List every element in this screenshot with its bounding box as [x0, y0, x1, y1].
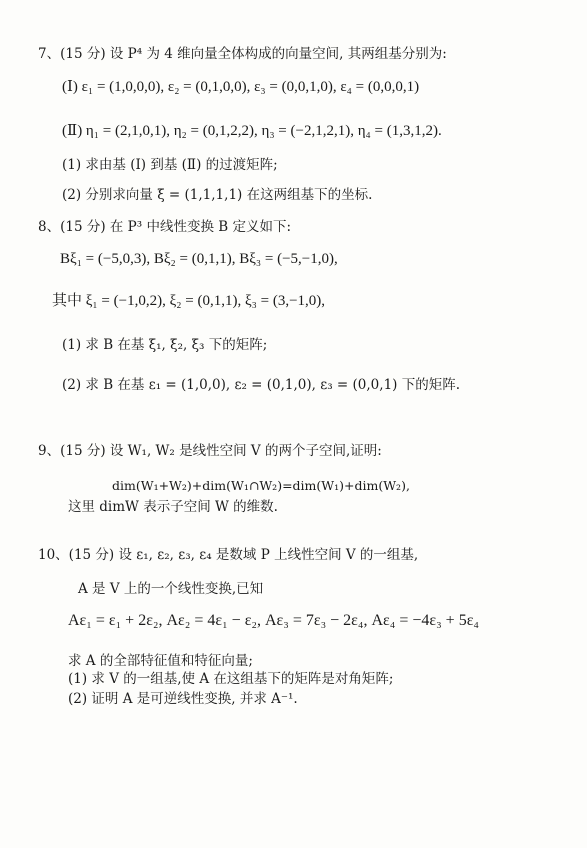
q8-part-2: (2) 求 B 在基 ε₁ = (1,0,0), ε₂ = (0,1,0), ε₃ = (0,0,1) 下的矩阵. [62, 377, 461, 393]
q9-header: 9、(15 分) 设 W₁, W₂ 是线性空间 V 的两个子空间,证明: [38, 443, 382, 459]
q7-part-1: (1) 求由基 (Ⅰ) 到基 (Ⅱ) 的过渡矩阵; [62, 157, 278, 173]
q7-part-2: (2) 分别求向量 ξ = (1,1,1,1) 在这两组基下的坐标. [62, 187, 373, 203]
q10-part-2: (2) 证明 A 是可逆线性变换, 并求 A⁻¹. [68, 691, 298, 707]
q8-part-1: (1) 求 B 在基 ξ₁, ξ₂, ξ₃ 下的矩阵; [62, 337, 268, 353]
q9-note: 这里 dimW 表示子空间 W 的维数. [68, 499, 278, 515]
q10-line-2: A 是 V 上的一个线性变换,已知 [78, 581, 264, 597]
q7-basis-2: (Ⅱ) η₁ = (2,1,0,1), η₂ = (0,1,2,2), η₃ = (−2,1,2,1), η₄ = (1,3,1,2). [62, 123, 442, 139]
q10-part-1: (1) 求 V 的一组基,使 A 在这组基下的矩阵是对角矩阵; [68, 671, 394, 687]
q10-header: 10、(15 分) 设 ε₁, ε₂, ε₃, ε₄ 是数域 P 上线性空间 V 的一组基, [38, 547, 419, 563]
q9-formula: dim(W₁+W₂)+dim(W₁∩W₂)=dim(W₁)+dim(W₂), [112, 478, 410, 493]
q8-definition: Bξ₁ = (−5,0,3), Bξ₂ = (0,1,1), Bξ₃ = (−5,−1,0), [60, 251, 338, 267]
q10-formula: Aε₁ = ε₁ + 2ε₂, Aε₂ = 4ε₁ − ε₂, Aε₃ = 7ε₃ − 2ε₄, Aε₄ = −4ε₃ + 5ε₄ [68, 612, 479, 629]
q7-basis-1: (Ⅰ) ε₁ = (1,0,0,0), ε₂ = (0,1,0,0), ε₃ = (0,0,1,0), ε₄ = (0,0,0,1) [62, 79, 420, 95]
q8-where: 其中 ξ₁ = (−1,0,2), ξ₂ = (0,1,1), ξ₃ = (3,−1,0), [52, 293, 326, 309]
q8-header: 8、(15 分) 在 P³ 中线性变换 B 定义如下: [38, 219, 292, 235]
q10-ask: 求 A 的全部特征值和特征向量; [68, 653, 253, 669]
q7-header: 7、(15 分) 设 P⁴ 为 4 维向量全体构成的向量空间, 其两组基分别为: [38, 46, 447, 62]
